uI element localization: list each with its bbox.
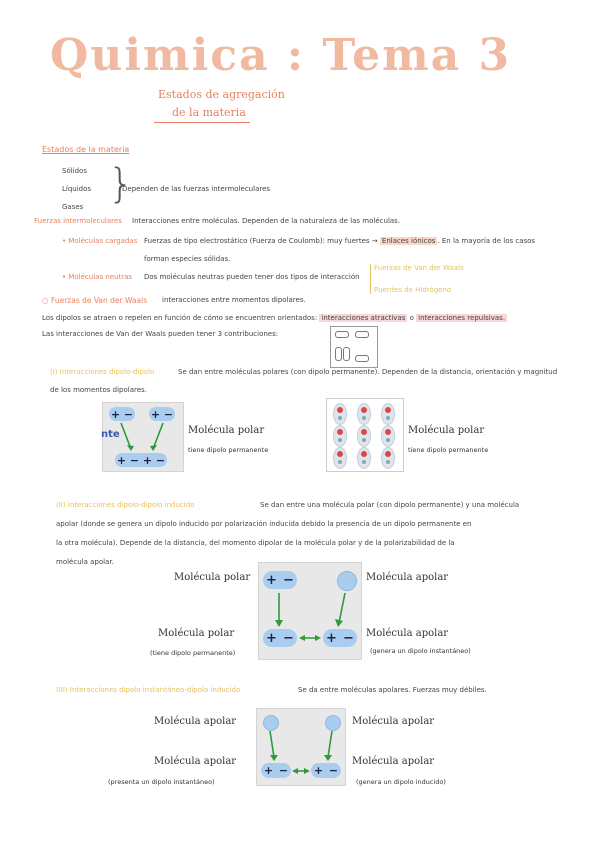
vdw-heading: ○ Fuerzas de Van der Waals [42,296,148,305]
sec2-mol-apolar-bottom: Molécula apolar [366,628,449,639]
dipole-molecule [333,447,347,469]
dipole-molecule [381,447,395,469]
dipole-molecule [357,425,371,447]
sec1-diagram-left [102,402,184,472]
induced-dipole-pill: + − [311,763,341,778]
tipo-puentes: Puentes de Hidrógeno [374,286,452,294]
induction-arrows [257,709,345,785]
dipole-molecule [333,425,347,447]
sec1-text2: de los momentos dipolares. [50,386,147,394]
dipole-pill: + − [110,407,134,421]
dipole-pill: + − [263,571,297,589]
sec1-diagram-right [326,398,404,472]
fuerzas-heading: Fuerzas intermoleculares [34,217,122,225]
dipole-molecule [357,403,371,425]
instantaneous-dipole-pill: + − [261,763,291,778]
neutras-label: • Moléculas neutras [62,273,133,281]
dipole-molecule [381,425,395,447]
dipole-pill: + − [263,629,297,647]
vdw-line2: Las interacciones de Van der Waals pueden tener 3 contribuciones: [42,330,279,338]
sec3-presenta: (presenta un dipolo instantáneo) [108,778,215,786]
sec3-mol-apolar-bl: Molécula apolar [154,756,237,767]
sec1-tiene-right: tiene dipolo permanente [408,446,489,454]
sec2-mol-apolar-top: Molécula apolar [366,572,449,583]
curly-brace: } [108,161,134,207]
sec2-l1: Se dan entre una molécula polar (con dipolo permanente) y una molécula [260,501,520,509]
enlaces-ionicos: Enlaces iónicos [381,237,436,245]
page-title: Quimica : Tema 3 [50,30,512,81]
subtitle-line2: de la materia [172,106,246,119]
estados-note: Dependen de las fuerzas intermoleculares [122,185,271,193]
sec2-label: (II) Interacciones dipolo-dipolo inducido [56,501,195,509]
sec3-label: (III) Interacciones dipolo instantáneo-dipolo inducido [56,686,241,694]
subtitle-underline [154,122,250,123]
sec1-label: (I) Interacciones dipolo-dipolo [50,368,155,376]
estado-solidos: Sólidos [62,167,87,175]
sec1-mol-polar-right: Molécula polar [408,425,485,436]
orientation-sketch [330,326,378,368]
dipole-pill: + − [150,407,174,421]
sec1-text: Se dan entre moléculas polares (con dipolo permanente). Dependen de la distancia, orientación y magnitud [178,368,558,376]
sec1-mol-polar-left: Molécula polar [188,425,265,436]
induced-dipole-pill: + − [323,629,357,647]
estado-gases: Gases [62,203,84,211]
cargadas-text: Fuerzas de tipo electrostático (Fuerza de Coulomb): muy fuertes → Enlaces iónicos . En la mayoría de los casos [144,237,536,245]
sec2-l2: apolar (donde se genera un dipolo inducido por polarización inducida debido la presencia de un dipolo permanente en [56,520,472,528]
sec2-genera: (genera un dipolo instantáneo) [370,647,471,655]
sec1-tiene-left: tiene dipolo permanente [188,446,269,454]
sec2-l3: la otra molécula). Depende de la distancia, del momento dipolar de la molécula polar y de la polarizabilidad de la [56,539,455,547]
sec2-mol-polar-top: Molécula polar [174,572,251,583]
tipo-vdw: Fuerzas de Van der Waals [374,264,464,272]
sec3-text: Se da entre moléculas apolares. Fuerzas muy débiles. [298,686,487,694]
sec3-genera: (genera un dipolo inducido) [356,778,446,786]
dipole-molecule [381,403,395,425]
sec3-mol-apolar-tl: Molécula apolar [154,716,237,727]
subtitle-line1: Estados de agregación [158,88,285,101]
sec3-mol-apolar-br: Molécula apolar [352,756,435,767]
dipole-molecule [357,447,371,469]
dipole-molecule [333,403,347,425]
cargadas-text3: forman especies sólidas. [144,255,231,263]
vdw-heading-text: interacciones entre momentos dipolares. [162,296,306,304]
tipo-brace [370,264,373,294]
sec2-diagram [258,562,362,660]
sec3-mol-apolar-tr: Molécula apolar [352,716,435,727]
sec2-tiene: (tiene dipolo permanente) [150,649,236,657]
induction-arrows [259,563,361,659]
cargadas-label: • Moléculas cargadas [62,237,138,245]
neutras-text: Dos moléculas neutras pueden tener dos tipos de interacción [144,273,360,281]
attraction-arrows [103,403,183,471]
fuerzas-def: Interacciones entre moléculas. Dependen de la naturaleza de las moléculas. [132,217,401,225]
estado-liquidos: Líquidos [62,185,92,193]
panel-word: nte [101,429,120,440]
sec2-l4: molécula apolar. [56,558,114,566]
sec3-diagram [256,708,346,786]
sec2-mol-polar-bottom: Molécula polar [158,628,235,639]
dipole-pill-pair: + − + − [116,453,166,467]
vdw-line1: Los dipolos se atraen o repelen en función de cómo se encuentren orientados: interacciones atractivas o interacciones repulsivas. [42,314,506,322]
estados-heading: Estados de la materia [42,145,130,154]
